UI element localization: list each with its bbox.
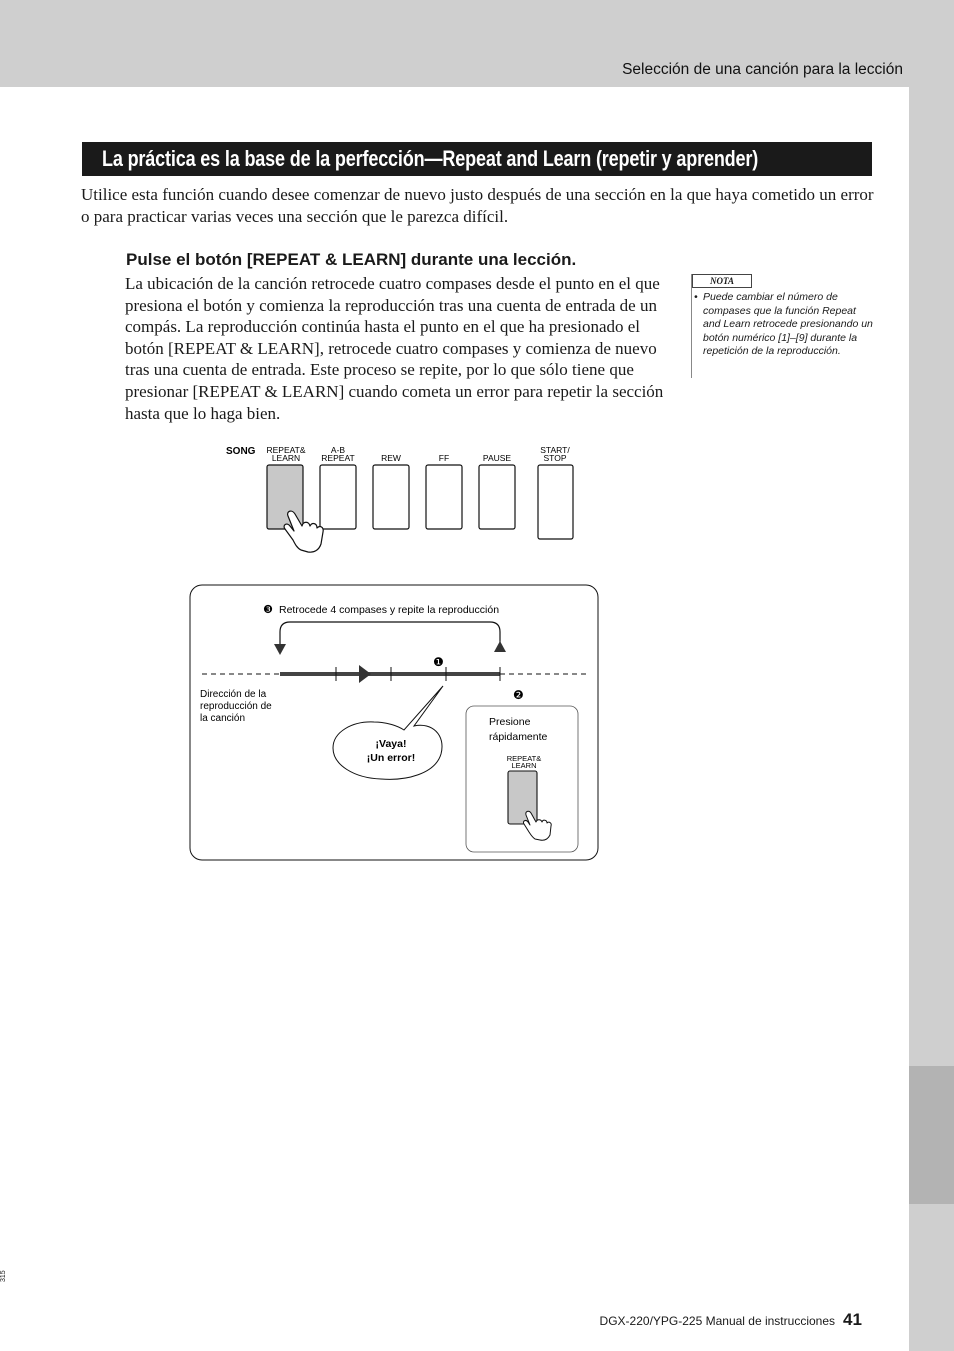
rew-label: REW <box>381 453 401 463</box>
page-number: 41 <box>843 1310 862 1329</box>
repeat-learn-label-2: LEARN <box>271 453 301 463</box>
rew-button[interactable] <box>373 465 409 529</box>
press-label-2: rápidamente <box>489 731 548 743</box>
song-button-panel <box>218 438 588 558</box>
ff-label: FF <box>438 453 450 463</box>
pressing-hand-icon <box>284 511 323 552</box>
step3-marker: ❸ <box>263 603 273 616</box>
note-box <box>691 274 882 378</box>
repeat-learn-label-1: REPEAT& <box>266 445 306 455</box>
ab-repeat-label-1: A-B <box>330 445 346 455</box>
start-stop-label-1: START/ <box>540 445 570 455</box>
bubble-line-2: ¡Un error! <box>366 752 416 764</box>
topic-banner <box>82 142 872 176</box>
note-label: NOTA <box>692 274 752 288</box>
step3-label: Retrocede 4 compases y repite la reproducción <box>279 604 500 616</box>
ff-button[interactable] <box>426 465 462 529</box>
direction-label-3: la canción <box>200 713 246 724</box>
direction-label-2: reproducción de <box>200 701 272 712</box>
marker-1: ❶ <box>433 655 444 669</box>
topic-banner-title: La práctica es la base de la perfección—Repeat and Learn (repetir y aprender) <box>102 146 759 171</box>
step-body: La ubicación de la canción retrocede cuatro compases desde el punto en el que presiona el botón y comienza la reproducción tras una cuenta de entrada de un compás. La reproducción continúa hasta el punto en el que ha presionado el botón [REPEAT & LEARN], retrocede cuatro compases y comienza de nuevo tras una cuenta de entrada. Este proceso se repite, por lo que sólo tiene que presionar [REPEAT & LEARN] cuando cometa un error para repetir la sección hasta que lo haga bien. <box>125 274 664 423</box>
song-group-label: SONG <box>226 446 256 457</box>
repeat-learn-diagram <box>188 584 600 862</box>
note-bullet: • <box>694 291 698 303</box>
bubble-line-1: ¡Vaya! <box>375 738 407 750</box>
ab-repeat-button[interactable] <box>320 465 356 529</box>
right-section-tab <box>909 1066 954 1204</box>
start-stop-button[interactable] <box>538 465 573 539</box>
mini-btn-label-2: LEARN <box>511 761 537 770</box>
pause-label: PAUSE <box>482 453 512 463</box>
section-header-title: Selección de una canción para la lección <box>622 61 903 78</box>
note-text: Puede cambiar el número de compases que la función Repeat and Learn retrocede presionando un botón numérico [1]–[9] durante la repetición de la reproducción. <box>703 291 873 358</box>
mini-btn-label-1: REPEAT& <box>506 754 542 763</box>
start-stop-label-2: STOP <box>543 453 567 463</box>
footer-manual-title: DGX-220/YPG-225 Manual de instrucciones <box>599 1314 835 1328</box>
intro-paragraph: Utilice esta función cuando desee comenzar de nuevo justo después de una sección en la que haya cometido un error o para practicar varias veces una sección que le parezca difícil. <box>81 185 874 226</box>
direction-label-1: Dirección de la <box>200 689 267 700</box>
step-heading: Pulse el botón [REPEAT & LEARN] durante una lección. <box>126 250 577 269</box>
ab-repeat-label-2: REPEAT <box>321 453 355 463</box>
marker-2: ❷ <box>513 688 524 702</box>
press-label-1: Presione <box>489 716 531 728</box>
pause-button[interactable] <box>479 465 515 529</box>
side-print-code: 315 <box>0 1270 7 1282</box>
